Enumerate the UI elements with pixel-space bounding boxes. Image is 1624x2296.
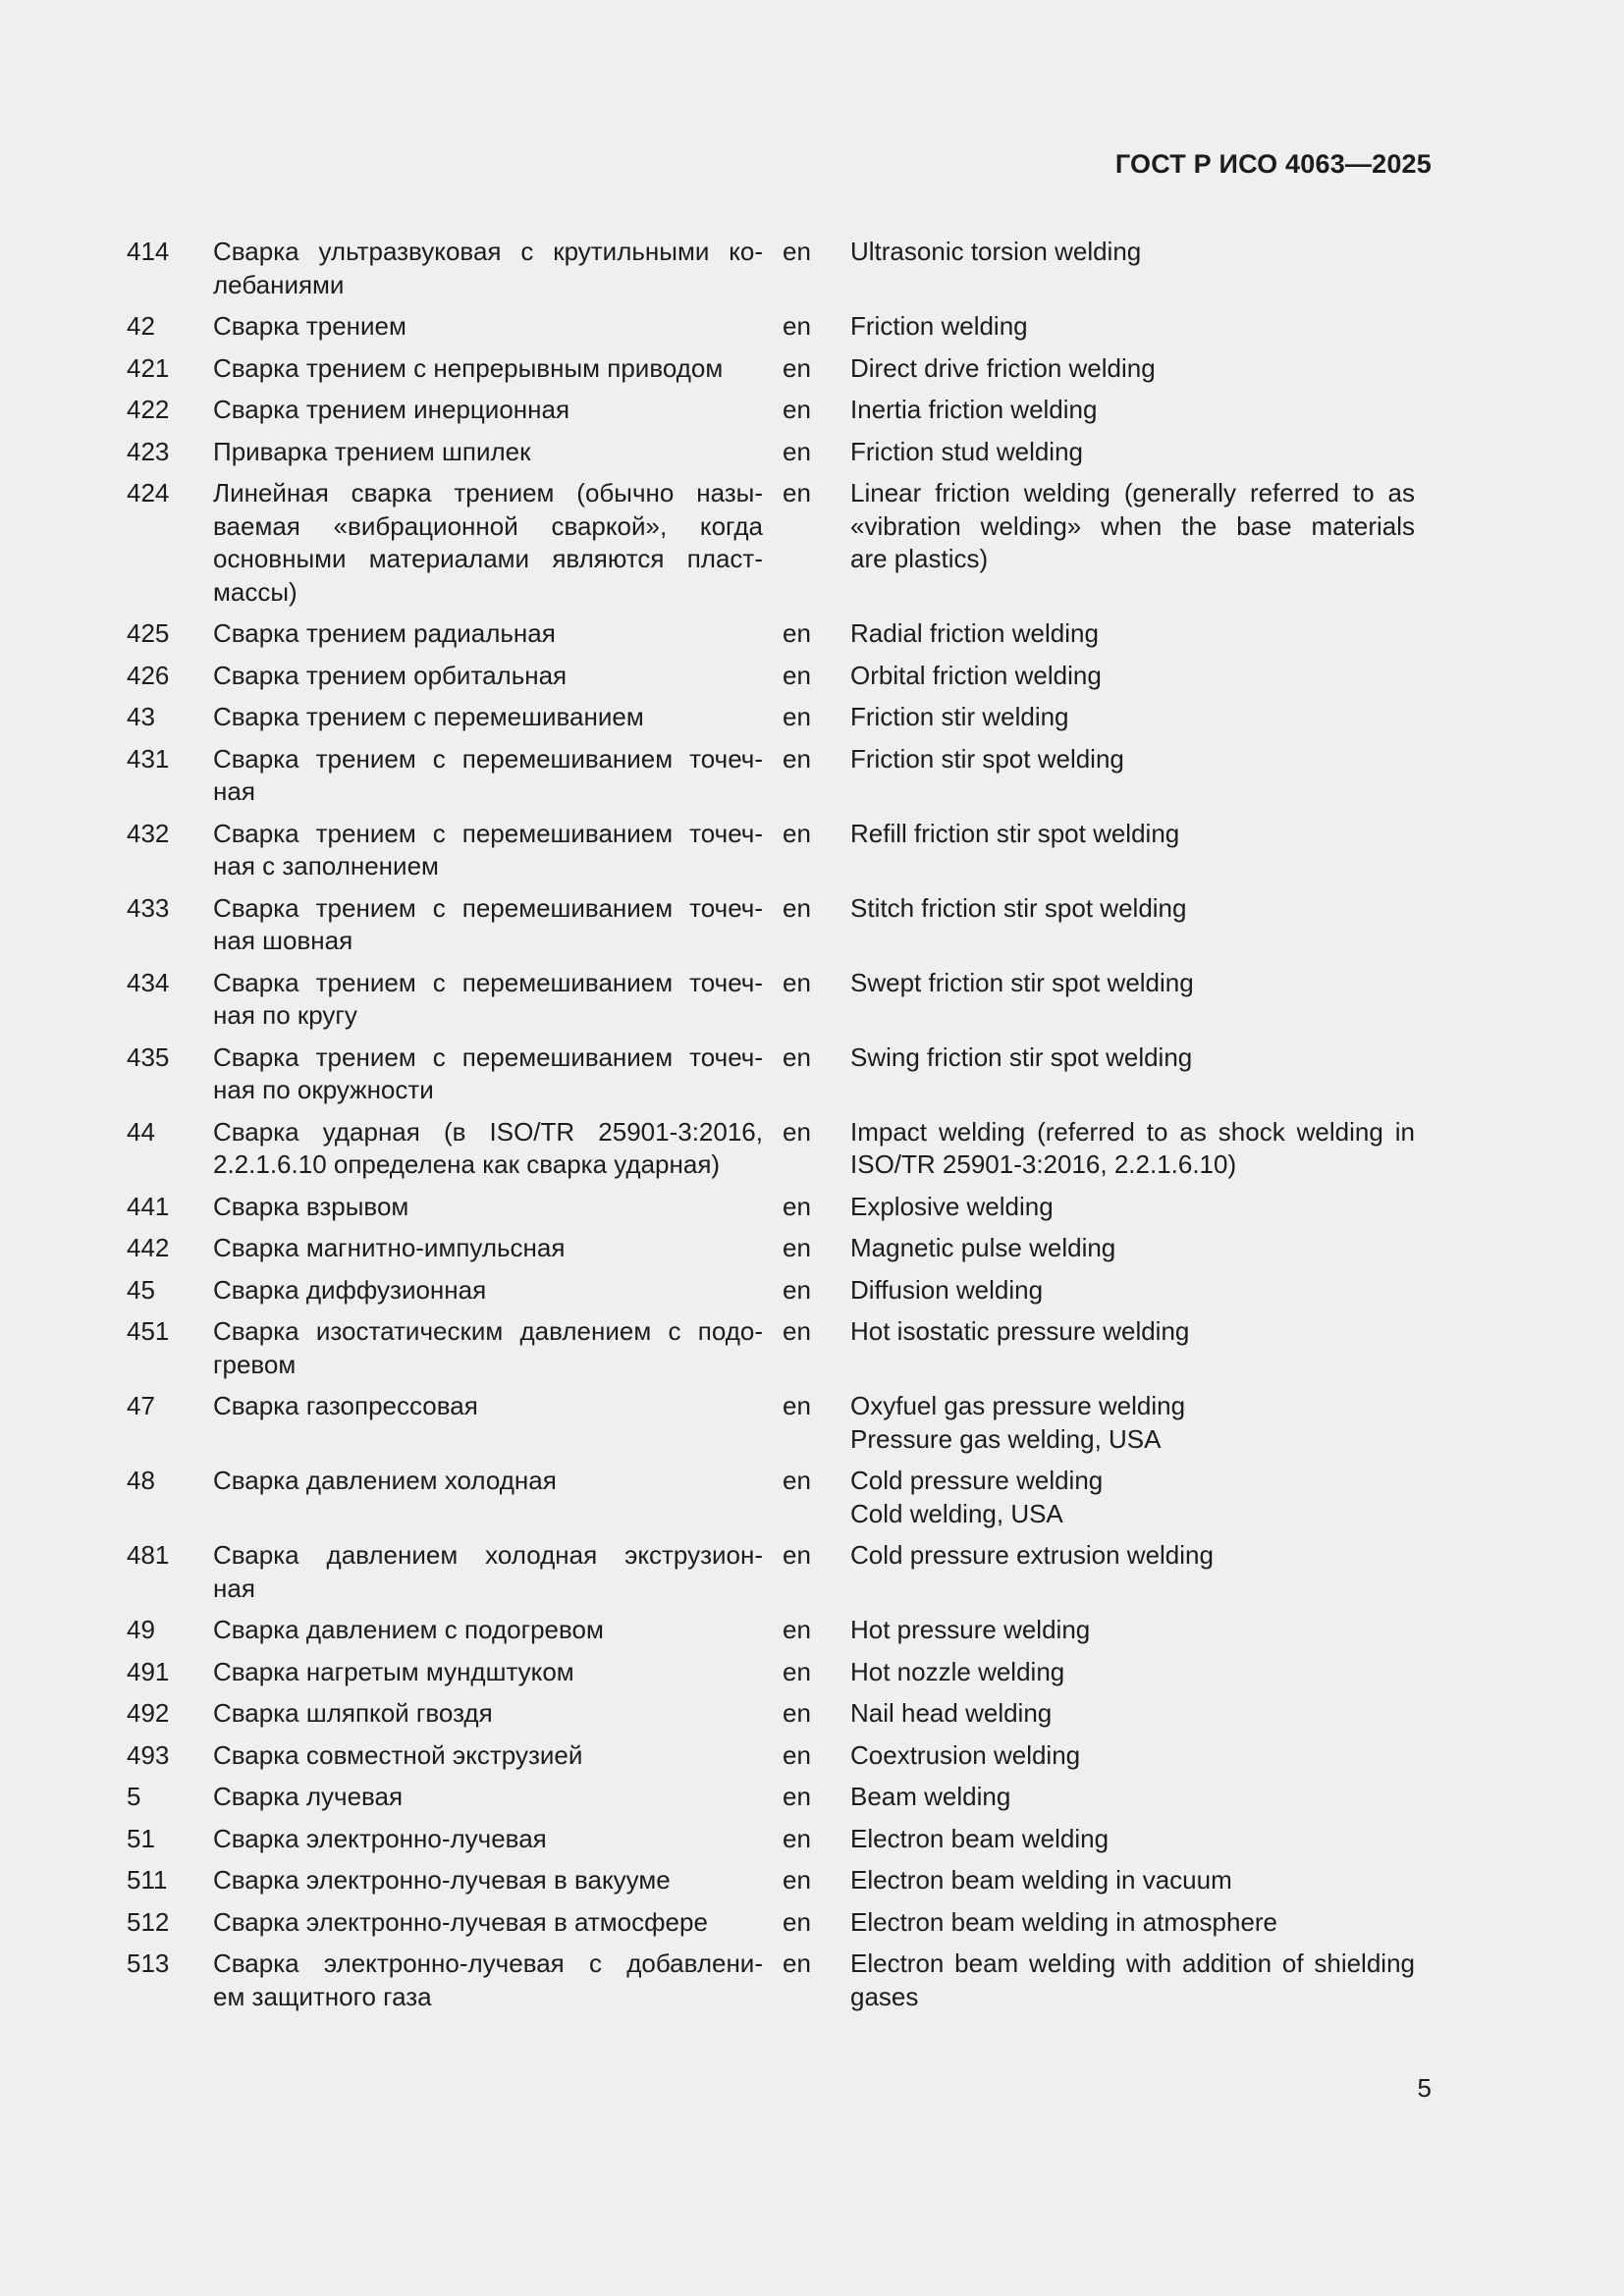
russian-term bbox=[213, 1864, 763, 1897]
process-number: 434 bbox=[127, 967, 170, 997]
english-term-line: Swing friction stir spot welding bbox=[850, 1041, 1193, 1072]
english-term-line: Electron beam welding with addition of shielding bbox=[850, 1949, 1415, 1978]
english-term bbox=[850, 1739, 1415, 1773]
russian-term-line: ная bbox=[213, 1573, 255, 1603]
english-term bbox=[850, 436, 1415, 469]
russian-term bbox=[213, 1274, 763, 1308]
process-number: 424 bbox=[127, 478, 170, 507]
english-term bbox=[850, 1823, 1415, 1856]
language-code: en bbox=[783, 1698, 811, 1728]
language-code: en bbox=[783, 1466, 811, 1495]
russian-term bbox=[213, 1697, 763, 1731]
table-row bbox=[127, 1697, 1433, 1731]
english-term bbox=[850, 892, 1415, 926]
language-code: en bbox=[783, 1540, 811, 1570]
language-code: en bbox=[783, 1782, 811, 1811]
russian-term bbox=[213, 1739, 763, 1773]
table-row bbox=[127, 436, 1433, 469]
table-row bbox=[127, 1315, 1433, 1381]
english-term bbox=[850, 1539, 1415, 1573]
english-term-line: Radial friction welding bbox=[850, 618, 1099, 648]
language-code: en bbox=[783, 436, 811, 466]
english-term bbox=[850, 967, 1415, 1000]
table-row bbox=[127, 617, 1433, 651]
language-code: en bbox=[783, 1274, 811, 1305]
english-term bbox=[850, 1781, 1415, 1814]
russian-term bbox=[213, 892, 763, 958]
english-term bbox=[850, 1697, 1415, 1731]
english-term bbox=[850, 1906, 1415, 1940]
russian-term-line: Сварка трением инерционная bbox=[213, 395, 570, 424]
language-code: en bbox=[783, 1041, 811, 1072]
english-term-line: Cold pressure welding bbox=[850, 1466, 1104, 1495]
table-row bbox=[127, 1539, 1433, 1605]
language-code: en bbox=[783, 1615, 811, 1644]
language-code: en bbox=[783, 892, 811, 923]
russian-term-line: Сварка трением с перемешиванием точеч- bbox=[213, 1041, 763, 1072]
process-number: 513 bbox=[127, 1949, 170, 1978]
russian-term bbox=[213, 1315, 763, 1381]
language-code: en bbox=[783, 1906, 811, 1937]
english-term-line: Electron beam welding in atmosphere bbox=[850, 1906, 1278, 1937]
russian-term-line: Сварка трением с непрерывным приводом bbox=[213, 352, 724, 383]
language-code: en bbox=[783, 237, 811, 266]
russian-term-line: Сварка изостатическим давлением с подо- bbox=[213, 1316, 763, 1346]
english-term bbox=[850, 310, 1415, 344]
language-code: en bbox=[783, 1116, 811, 1147]
english-term bbox=[850, 394, 1415, 427]
english-term-line: Swept friction stir spot welding bbox=[850, 967, 1194, 997]
english-term-line: ISO/TR 25901-3:2016, 2.2.1.6.10) bbox=[850, 1149, 1237, 1179]
language-code: en bbox=[783, 352, 811, 383]
process-number: 512 bbox=[127, 1906, 170, 1937]
english-term-line: Friction stir welding bbox=[850, 702, 1069, 731]
russian-term bbox=[213, 660, 763, 693]
russian-term-line: ваемая «вибрационной сваркой», когда bbox=[213, 510, 763, 541]
table-row bbox=[127, 1390, 1433, 1456]
process-number: 414 bbox=[127, 237, 170, 266]
russian-term-line: Сварка газопрессовая bbox=[213, 1391, 478, 1420]
russian-term-line: Сварка трением bbox=[213, 311, 406, 341]
table-row bbox=[127, 818, 1433, 883]
russian-term-line: Сварка ультразвуковая с крутильными ко- bbox=[213, 237, 763, 266]
process-number: 422 bbox=[127, 395, 170, 424]
russian-term bbox=[213, 743, 763, 809]
english-term bbox=[850, 352, 1415, 386]
english-term-line: Refill friction stir spot welding bbox=[850, 818, 1180, 848]
russian-term bbox=[213, 1539, 763, 1605]
english-term-line: Hot nozzle welding bbox=[850, 1656, 1065, 1686]
russian-term-line: Сварка трением с перемешиванием точеч- bbox=[213, 967, 763, 997]
process-number: 43 bbox=[127, 702, 155, 731]
english-term bbox=[850, 1390, 1415, 1456]
russian-term bbox=[213, 818, 763, 883]
russian-term-line: лебаниями bbox=[213, 269, 345, 299]
english-term-line: «vibration welding» when the base materials bbox=[850, 510, 1415, 541]
table-row bbox=[127, 701, 1433, 734]
language-code: en bbox=[783, 702, 811, 731]
english-term bbox=[850, 1232, 1415, 1265]
russian-term bbox=[213, 967, 763, 1033]
english-term bbox=[850, 1116, 1415, 1182]
english-term-line: Direct drive friction welding bbox=[850, 352, 1156, 383]
process-number: 481 bbox=[127, 1540, 170, 1570]
process-number: 491 bbox=[127, 1656, 170, 1686]
russian-term bbox=[213, 1656, 763, 1689]
table-row bbox=[127, 1465, 1433, 1530]
language-code: en bbox=[783, 1823, 811, 1853]
language-code: en bbox=[783, 1739, 811, 1770]
english-term bbox=[850, 1041, 1415, 1075]
russian-term bbox=[213, 1781, 763, 1814]
english-term-line: Hot isostatic pressure welding bbox=[850, 1316, 1190, 1346]
language-code: en bbox=[783, 311, 811, 341]
language-code: en bbox=[783, 1949, 811, 1978]
english-term bbox=[850, 1948, 1415, 2013]
english-term-line: gases bbox=[850, 1981, 919, 2011]
russian-term-line: Сварка электронно-лучевая в вакууме bbox=[213, 1865, 671, 1895]
process-number: 425 bbox=[127, 618, 170, 648]
english-term-line: Friction stud welding bbox=[850, 436, 1083, 466]
table-row bbox=[127, 1116, 1433, 1182]
process-number: 493 bbox=[127, 1739, 170, 1770]
english-term-line: Stitch friction stir spot welding bbox=[850, 892, 1187, 923]
english-term-line: Oxyfuel gas pressure welding bbox=[850, 1391, 1186, 1420]
table-row bbox=[127, 1823, 1433, 1856]
russian-term bbox=[213, 1823, 763, 1856]
russian-term bbox=[213, 236, 763, 301]
language-code: en bbox=[783, 1656, 811, 1686]
russian-term-line: Сварка лучевая bbox=[213, 1782, 404, 1811]
russian-term-line: Сварка электронно-лучевая в атмосфере bbox=[213, 1906, 708, 1937]
english-term-line: Impact welding (referred to as shock welding in bbox=[850, 1116, 1415, 1147]
russian-term-line: ная по кругу bbox=[213, 1000, 357, 1030]
process-number: 42 bbox=[127, 311, 155, 341]
language-code: en bbox=[783, 660, 811, 690]
process-number: 47 bbox=[127, 1391, 155, 1420]
table-row bbox=[127, 352, 1433, 386]
table-row bbox=[127, 1906, 1433, 1940]
russian-term bbox=[213, 352, 763, 386]
english-term bbox=[850, 1864, 1415, 1897]
english-term-line: Diffusion welding bbox=[850, 1274, 1044, 1305]
russian-term-line: ная bbox=[213, 776, 255, 806]
table-row bbox=[127, 1614, 1433, 1647]
table-row bbox=[127, 967, 1433, 1033]
english-term bbox=[850, 1191, 1415, 1224]
table-row bbox=[127, 1781, 1433, 1814]
russian-term bbox=[213, 1465, 763, 1498]
document-header: ГОСТ Р ИСО 4063—2025 bbox=[1114, 149, 1432, 179]
russian-term-line: Линейная сварка трением (обычно назы- bbox=[213, 478, 763, 507]
process-number: 435 bbox=[127, 1041, 170, 1072]
language-code: en bbox=[783, 618, 811, 648]
russian-term bbox=[213, 1390, 763, 1423]
table-row bbox=[127, 892, 1433, 958]
table-row bbox=[127, 1191, 1433, 1224]
language-code: en bbox=[783, 967, 811, 997]
process-number: 49 bbox=[127, 1615, 155, 1644]
russian-term-line: ем защитного газа bbox=[213, 1981, 432, 2011]
process-number: 423 bbox=[127, 436, 170, 466]
english-term bbox=[850, 1315, 1415, 1349]
process-number: 441 bbox=[127, 1191, 170, 1221]
english-term-line: Nail head welding bbox=[850, 1698, 1053, 1728]
english-term-line: Friction stir spot welding bbox=[850, 743, 1124, 774]
english-term bbox=[850, 818, 1415, 851]
russian-term bbox=[213, 477, 763, 609]
language-code: en bbox=[783, 1233, 811, 1262]
english-term-line: Linear friction welding (generally referred to as bbox=[850, 478, 1415, 507]
process-number: 431 bbox=[127, 743, 170, 774]
process-number: 433 bbox=[127, 892, 170, 923]
russian-term-line: Сварка нагретым мундштуком bbox=[213, 1656, 574, 1686]
russian-term bbox=[213, 1191, 763, 1224]
table-row bbox=[127, 1864, 1433, 1897]
russian-term-line: Сварка электронно-лучевая с добавлени- bbox=[213, 1949, 763, 1978]
russian-term-line: ная с заполнением bbox=[213, 851, 439, 881]
english-term-line: Cold welding, USA bbox=[850, 1498, 1063, 1528]
table-row bbox=[127, 1739, 1433, 1773]
english-term-line: Electron beam welding bbox=[850, 1823, 1110, 1853]
english-term bbox=[850, 1465, 1415, 1530]
english-term bbox=[850, 701, 1415, 734]
process-number: 492 bbox=[127, 1698, 170, 1728]
russian-term-line: Сварка ударная (в ISO/TR 25901-3:2016, bbox=[213, 1116, 763, 1147]
russian-term-line: Сварка диффузионная bbox=[213, 1274, 487, 1305]
english-term bbox=[850, 236, 1415, 269]
english-term-line: Pressure gas welding, USA bbox=[850, 1423, 1162, 1454]
english-term-line: Magnetic pulse welding bbox=[850, 1233, 1116, 1262]
russian-term-line: массы) bbox=[213, 576, 298, 607]
language-code: en bbox=[783, 1316, 811, 1346]
english-term-line: Inertia friction welding bbox=[850, 395, 1098, 424]
english-term bbox=[850, 1274, 1415, 1308]
table-row bbox=[127, 1232, 1433, 1265]
table-row bbox=[127, 1948, 1433, 2013]
russian-term bbox=[213, 1906, 763, 1940]
page-number: 5 bbox=[1417, 2073, 1432, 2103]
russian-term-line: Сварка шляпкой гвоздя bbox=[213, 1698, 493, 1728]
language-code: en bbox=[783, 1865, 811, 1895]
table-row bbox=[127, 310, 1433, 344]
russian-term-line: ная шовная bbox=[213, 926, 353, 955]
language-code: en bbox=[783, 1391, 811, 1420]
russian-term bbox=[213, 1232, 763, 1265]
english-term-line: are plastics) bbox=[850, 544, 989, 573]
russian-term-line: Сварка давлением с подогревом bbox=[213, 1615, 604, 1644]
russian-term bbox=[213, 436, 763, 469]
table-row bbox=[127, 743, 1433, 809]
russian-term bbox=[213, 1041, 763, 1107]
russian-term-line: Сварка взрывом bbox=[213, 1191, 409, 1221]
english-term bbox=[850, 477, 1415, 576]
english-term-line: Beam welding bbox=[850, 1782, 1011, 1811]
english-term-line: Orbital friction welding bbox=[850, 660, 1102, 690]
russian-term bbox=[213, 1948, 763, 2013]
russian-term-line: Приварка трением шпилек bbox=[213, 436, 531, 466]
english-term bbox=[850, 743, 1415, 776]
process-number: 511 bbox=[127, 1865, 168, 1895]
russian-term-line: Сварка совместной экструзией bbox=[213, 1739, 583, 1770]
table-row bbox=[127, 477, 1433, 609]
process-number: 421 bbox=[127, 352, 170, 383]
process-number: 45 bbox=[127, 1274, 155, 1305]
english-term bbox=[850, 660, 1415, 693]
russian-term-line: Сварка трением орбитальная bbox=[213, 660, 568, 690]
english-term bbox=[850, 1656, 1415, 1689]
russian-term-line: 2.2.1.6.10 определена как сварка ударная) bbox=[213, 1149, 721, 1179]
process-entries-list bbox=[127, 236, 1433, 2022]
process-number: 451 bbox=[127, 1316, 170, 1346]
russian-term-line: ная по окружности bbox=[213, 1075, 434, 1104]
russian-term-line: Сварка трением радиальная bbox=[213, 618, 556, 648]
process-number: 442 bbox=[127, 1233, 170, 1262]
english-term-line: Friction welding bbox=[850, 311, 1028, 341]
process-number: 48 bbox=[127, 1466, 155, 1495]
process-number: 426 bbox=[127, 660, 170, 690]
language-code: en bbox=[783, 1191, 811, 1221]
english-term-line: Ultrasonic torsion welding bbox=[850, 237, 1142, 266]
table-row bbox=[127, 1274, 1433, 1308]
russian-term bbox=[213, 1614, 763, 1647]
russian-term-line: Сварка трением с перемешиванием точеч- bbox=[213, 743, 763, 774]
russian-term bbox=[213, 1116, 763, 1182]
russian-term-line: Сварка магнитно-импульсная bbox=[213, 1233, 566, 1262]
process-number: 432 bbox=[127, 818, 170, 848]
english-term-line: Cold pressure extrusion welding bbox=[850, 1540, 1214, 1570]
table-row bbox=[127, 660, 1433, 693]
russian-term-line: Сварка давлением холодная bbox=[213, 1466, 557, 1495]
russian-term-line: Сварка трением с перемешиванием точеч- bbox=[213, 818, 763, 848]
russian-term bbox=[213, 394, 763, 427]
russian-term-line: Сварка трением с перемешиванием точеч- bbox=[213, 892, 763, 923]
russian-term-line: основными материалами являются пласт- bbox=[213, 544, 763, 573]
process-number: 51 bbox=[127, 1823, 155, 1853]
english-term-line: Coextrusion welding bbox=[850, 1739, 1081, 1770]
russian-term bbox=[213, 310, 763, 344]
language-code: en bbox=[783, 395, 811, 424]
english-term-line: Explosive welding bbox=[850, 1191, 1054, 1221]
english-term bbox=[850, 1614, 1415, 1647]
russian-term-line: Сварка электронно-лучевая bbox=[213, 1823, 547, 1853]
russian-term-line: Сварка давлением холодная экструзион- bbox=[213, 1540, 763, 1570]
table-row bbox=[127, 394, 1433, 427]
english-term bbox=[850, 617, 1415, 651]
process-number: 44 bbox=[127, 1116, 155, 1147]
russian-term-line: гревом bbox=[213, 1349, 297, 1379]
language-code: en bbox=[783, 818, 811, 848]
russian-term bbox=[213, 701, 763, 734]
russian-term bbox=[213, 617, 763, 651]
table-row bbox=[127, 1656, 1433, 1689]
english-term-line: Electron beam welding in vacuum bbox=[850, 1865, 1232, 1895]
language-code: en bbox=[783, 743, 811, 774]
table-row bbox=[127, 1041, 1433, 1107]
table-row bbox=[127, 236, 1433, 301]
language-code: en bbox=[783, 478, 811, 507]
process-number: 5 bbox=[127, 1782, 141, 1811]
english-term-line: Hot pressure welding bbox=[850, 1615, 1091, 1644]
russian-term-line: Сварка трением с перемешиванием bbox=[213, 702, 644, 731]
